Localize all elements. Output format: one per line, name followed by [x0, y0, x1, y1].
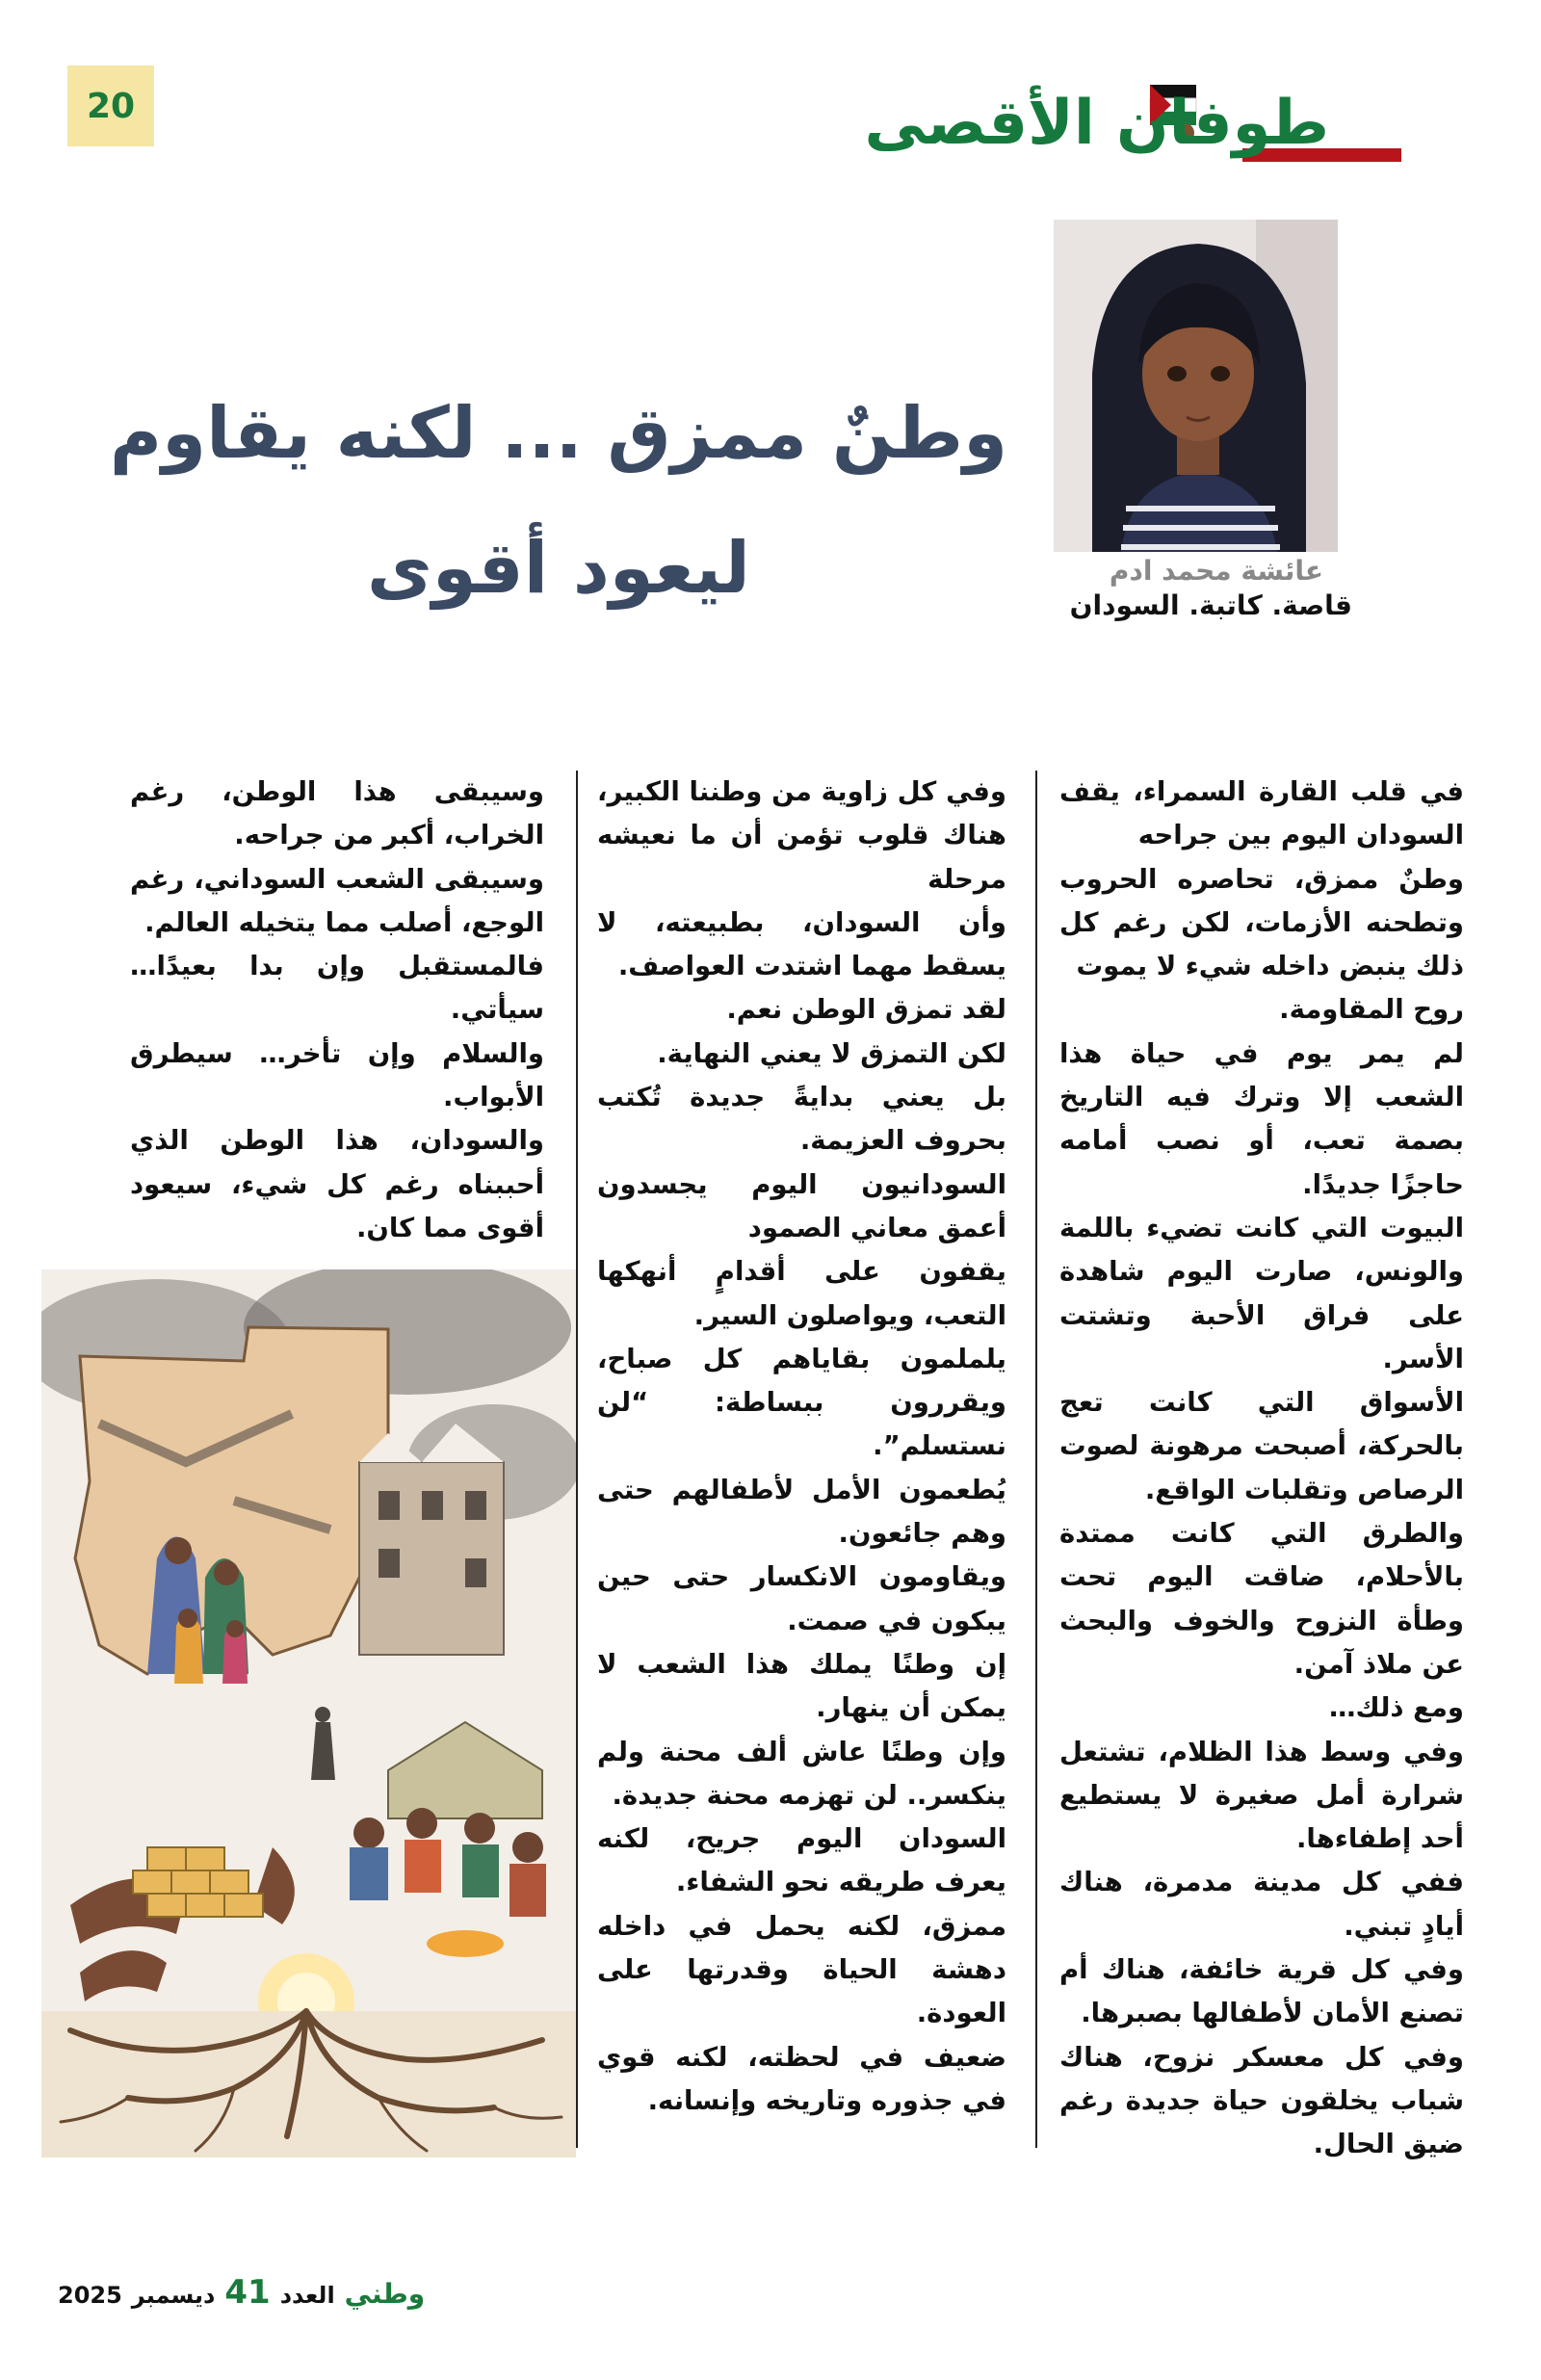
paragraph: وسيبقى الشعب السوداني، رغم الوجع، أصلب مما يتخيله العالم. [130, 863, 544, 938]
paragraph: ويقاومون الانكسار حتى حين يبكون في صمت. [597, 1561, 1006, 1636]
paragraph: وفي كل قرية خائفة، هناك أم تصنع الأمان لأطفالها بصبرها. [1059, 1954, 1464, 2029]
paragraph: يلملمون بقاياهم كل صباح، ويقررون ببساطة: “لن نستسلم”. [597, 1343, 1006, 1462]
paragraph: ومع ذلك… [1328, 1692, 1464, 1724]
paragraph: والسودان، هذا الوطن الذي أحببناه رغم كل شيء، سيعود أقوى مما كان. [130, 1125, 544, 1243]
page-number: 20 [67, 65, 154, 146]
paragraph: بل يعني بدايةً جديدة تُكتب بحروف العزيمة. [597, 1082, 1006, 1157]
paragraph: والطرق التي كانت ممتدة بالأحلام، ضاقت اليوم تحت وطأة النزوح والخوف والبحث عن ملاذ آمن. [1059, 1518, 1464, 1680]
article-column-2 [597, 771, 1006, 2123]
paragraph: وإن وطنًا عاش ألف محنة ولم ينكسر.. لن تهزمه محنة جديدة. [597, 1736, 1006, 1811]
paragraph: يُطعمون الأمل لأطفالهم حتى وهم جائعون. [597, 1474, 1006, 1550]
paragraph: وفي كل زاوية من وطننا الكبير، هناك قلوب تؤمن أن ما نعيشه مرحلة [597, 776, 1006, 895]
title-line-1: وطنٌ ممزق ... لكنه يقاوم [109, 392, 1008, 475]
article-title [106, 366, 1011, 636]
page-footer [58, 2273, 425, 2312]
paragraph: وطنٌ ممزق، تحاصره الحروب وتطحنه الأزمات، لكن رغم كل ذلك ينبض داخله شيء لا يموت [1059, 863, 1464, 982]
author-role: قاصة. كاتبة. السودان [1069, 589, 1352, 621]
title-line-2: ليعود أقوى [367, 527, 750, 610]
paragraph: وأن السودان، بطبيعته، لا يسقط مهما اشتدت العواصف. [597, 906, 1006, 982]
article-illustration [41, 1269, 576, 2158]
paragraph: ضعيف في لحظته، لكنه قوي في جذوره وتاريخه وإنسانه. [597, 2041, 1006, 2116]
article-column-1 [1059, 771, 1464, 2167]
issue-label: العدد [279, 2282, 335, 2309]
magazine-name: وطني [344, 2278, 426, 2310]
column-divider [576, 771, 578, 2148]
paragraph: روح المقاومة. [1279, 994, 1464, 1026]
paragraph: السودانيون اليوم يجسدون أعمق معاني الصمود [597, 1168, 1006, 1243]
paragraph: لم يمر يوم في حياة هذا الشعب إلا وترك فيه التاريخ بصمة تعب، أو نصب أمامه حاجزًا جديدًا. [1059, 1037, 1464, 1200]
paragraph: وسيبقى هذا الوطن، رغم الخراب، أكبر من جراحه. [130, 776, 544, 851]
paragraph: السودان اليوم جريح، لكنه يعرف طريقه نحو الشفاء. [597, 1823, 1006, 1898]
paragraph: لقد تمزق الوطن نعم. [726, 994, 1006, 1026]
paragraph: فالمستقبل وإن بدا بعيدًا… سيأتي. [130, 951, 544, 1026]
paragraph: ممزق، لكنه يحمل في داخله دهشة الحياة وقدرتها على العودة. [597, 1910, 1006, 2029]
paragraph: في قلب القارة السمراء، يقف السودان اليوم بين جراحه [1059, 776, 1464, 851]
issue-year: 2025 [58, 2282, 122, 2309]
paragraph: يقفون على أقدامٍ أنهكها التعب، ويواصلون السير. [597, 1256, 1006, 1331]
section-logo [864, 67, 1454, 183]
logo-text: طوفان الأقصى [864, 88, 1329, 159]
paragraph: الأسواق التي كانت تعج بالحركة، أصبحت مرهونة لصوت الرصاص وتقلبات الواقع. [1059, 1387, 1464, 1505]
paragraph: والسلام وإن تأخر… سيطرق الأبواب. [130, 1037, 544, 1113]
issue-number: 41 [224, 2273, 271, 2312]
paragraph: إن وطنًا يملك هذا الشعب لا يمكن أن ينهار. [597, 1648, 1006, 1724]
column-divider [1035, 771, 1037, 2148]
author-name: عائشة محمد ادم [1109, 555, 1323, 587]
paragraph: وفي وسط هذا الظلام، تشتعل شرارة أمل صغيرة لا يستطيع أحد إطفاءها. [1059, 1736, 1464, 1855]
paragraph: البيوت التي كانت تضيء باللمة والونس، صارت اليوم شاهدة على فراق الأحبة وتشتت الأسر. [1059, 1212, 1464, 1374]
issue-month: ديسمبر [131, 2282, 216, 2309]
paragraph: ففي كل مدينة مدمرة، هناك أيادٍ تبني. [1059, 1867, 1464, 1942]
author-photo [1054, 220, 1338, 552]
article-column-3 [130, 771, 544, 1250]
paragraph: وفي كل معسكر نزوح، هناك شباب يخلقون حياة جديدة رغم ضيق الحال. [1059, 2041, 1464, 2160]
paragraph: لكن التمزق لا يعني النهاية. [657, 1037, 1006, 1069]
